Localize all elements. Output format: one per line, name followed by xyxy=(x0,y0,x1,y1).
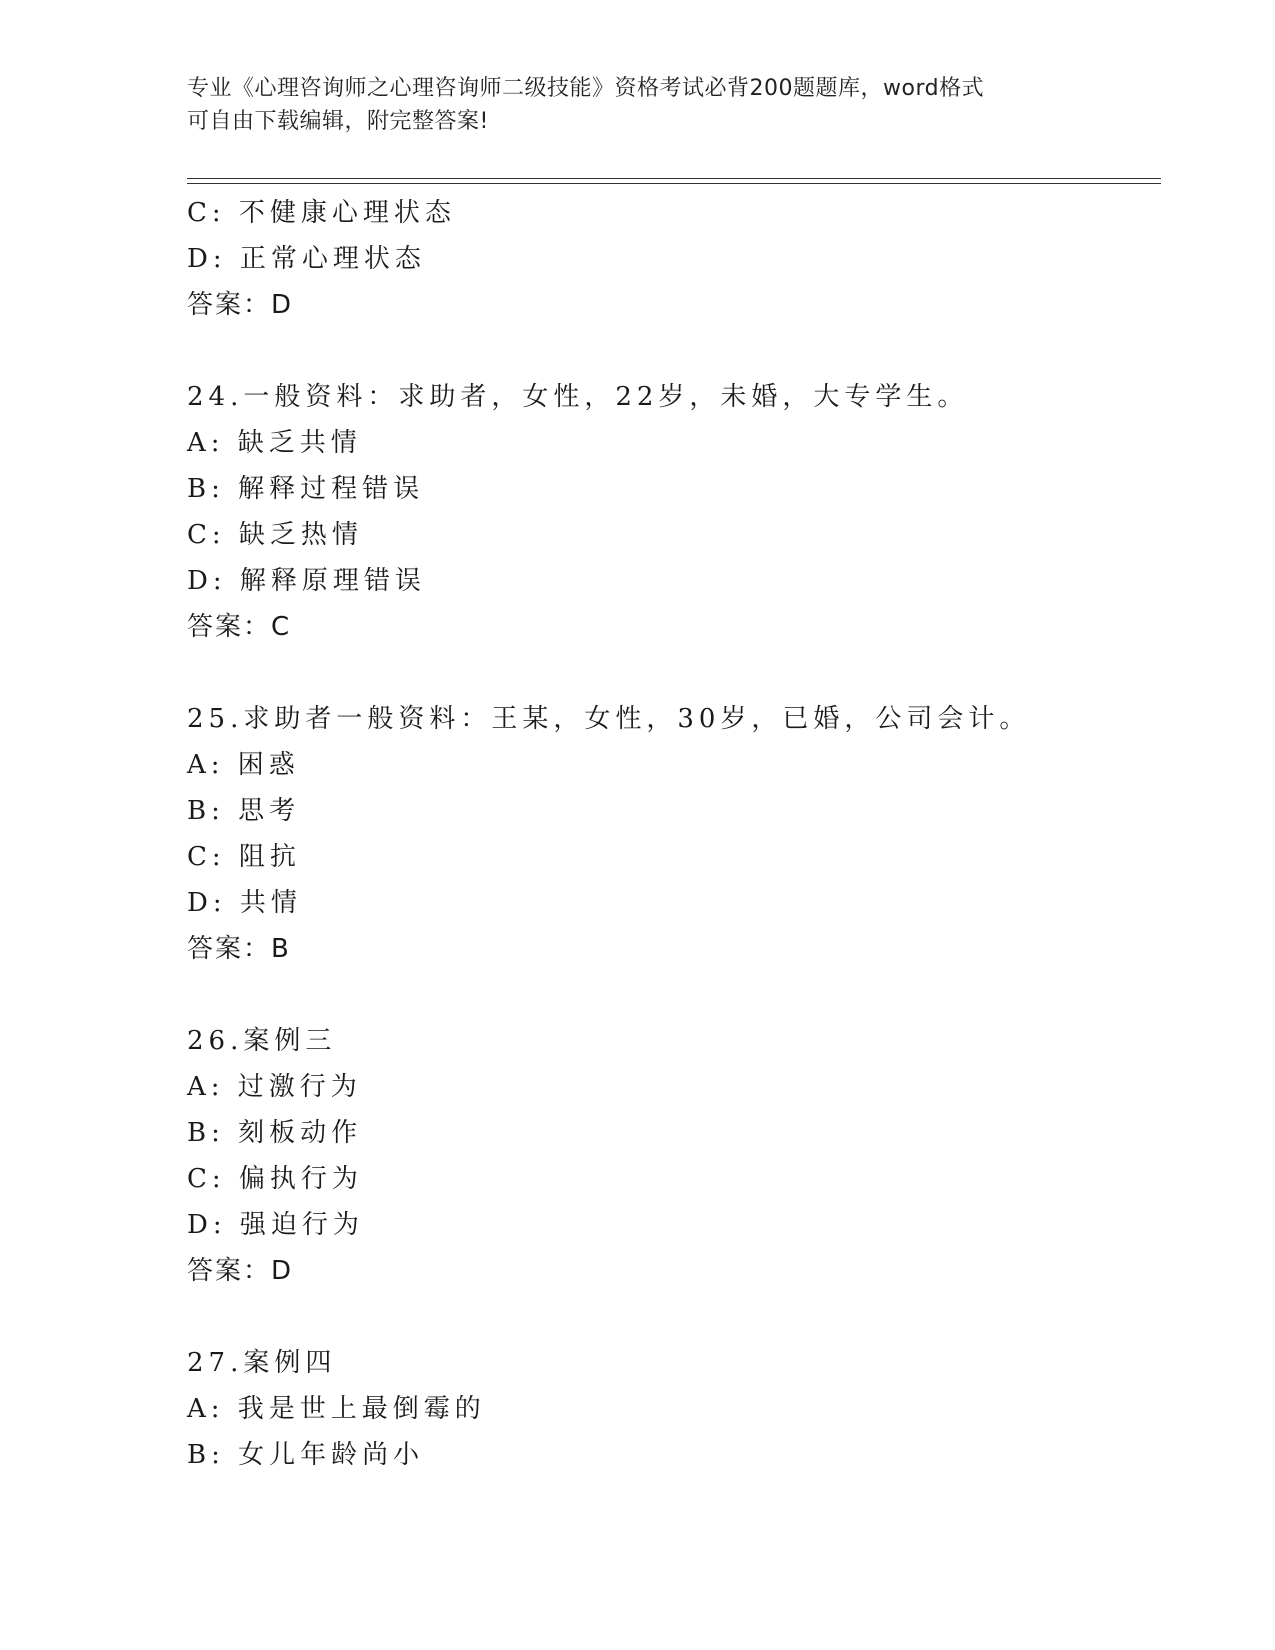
answer-line: 答案：D xyxy=(187,1256,294,1286)
header-line-2: 可自由下载编辑，附完整答案! xyxy=(187,109,489,134)
question-block xyxy=(187,190,1167,328)
option-d: D: 正常心理状态 xyxy=(187,244,426,274)
option-c: C: 缺乏热情 xyxy=(187,520,363,550)
option-b: B: 解释过程错误 xyxy=(187,474,425,504)
question-list xyxy=(187,190,1167,1478)
question-text: 25.求助者一般资料：王某，女性，30岁，已婚，公司会计。 xyxy=(187,704,1031,734)
answer-line: 答案：C xyxy=(187,612,292,642)
option-b: B: 女儿年龄尚小 xyxy=(187,1440,425,1470)
question-block xyxy=(187,1018,1167,1294)
option-a: A: 困惑 xyxy=(187,750,300,780)
option-a: A: 我是世上最倒霉的 xyxy=(187,1394,486,1424)
option-d: D: 强迫行为 xyxy=(187,1210,364,1240)
option-c: C: 不健康心理状态 xyxy=(187,198,456,228)
option-d: D: 解释原理错误 xyxy=(187,566,426,596)
header-line-1: 专业《心理咨询师之心理咨询师二级技能》资格考试必背200题题库，word格式 xyxy=(187,76,985,101)
option-c: C: 偏执行为 xyxy=(187,1164,363,1194)
document-header xyxy=(187,72,1087,138)
option-a: A: 缺乏共情 xyxy=(187,428,362,458)
option-b: B: 思考 xyxy=(187,796,301,826)
question-text: 27.案例四 xyxy=(187,1348,337,1378)
header-rule-top xyxy=(187,178,1161,179)
option-c: C: 阻抗 xyxy=(187,842,301,872)
question-text: 26.案例三 xyxy=(187,1026,337,1056)
question-block xyxy=(187,1340,1167,1478)
answer-line: 答案：D xyxy=(187,290,294,320)
option-d: D: 共情 xyxy=(187,888,302,918)
question-text: 24.一般资料：求助者，女性，22岁，未婚，大专学生。 xyxy=(187,382,969,412)
option-b: B: 刻板动作 xyxy=(187,1118,363,1148)
header-rule-bottom xyxy=(187,183,1161,184)
question-block xyxy=(187,374,1167,650)
answer-line: 答案：B xyxy=(187,934,291,964)
option-a: A: 过激行为 xyxy=(187,1072,362,1102)
question-block xyxy=(187,696,1167,972)
